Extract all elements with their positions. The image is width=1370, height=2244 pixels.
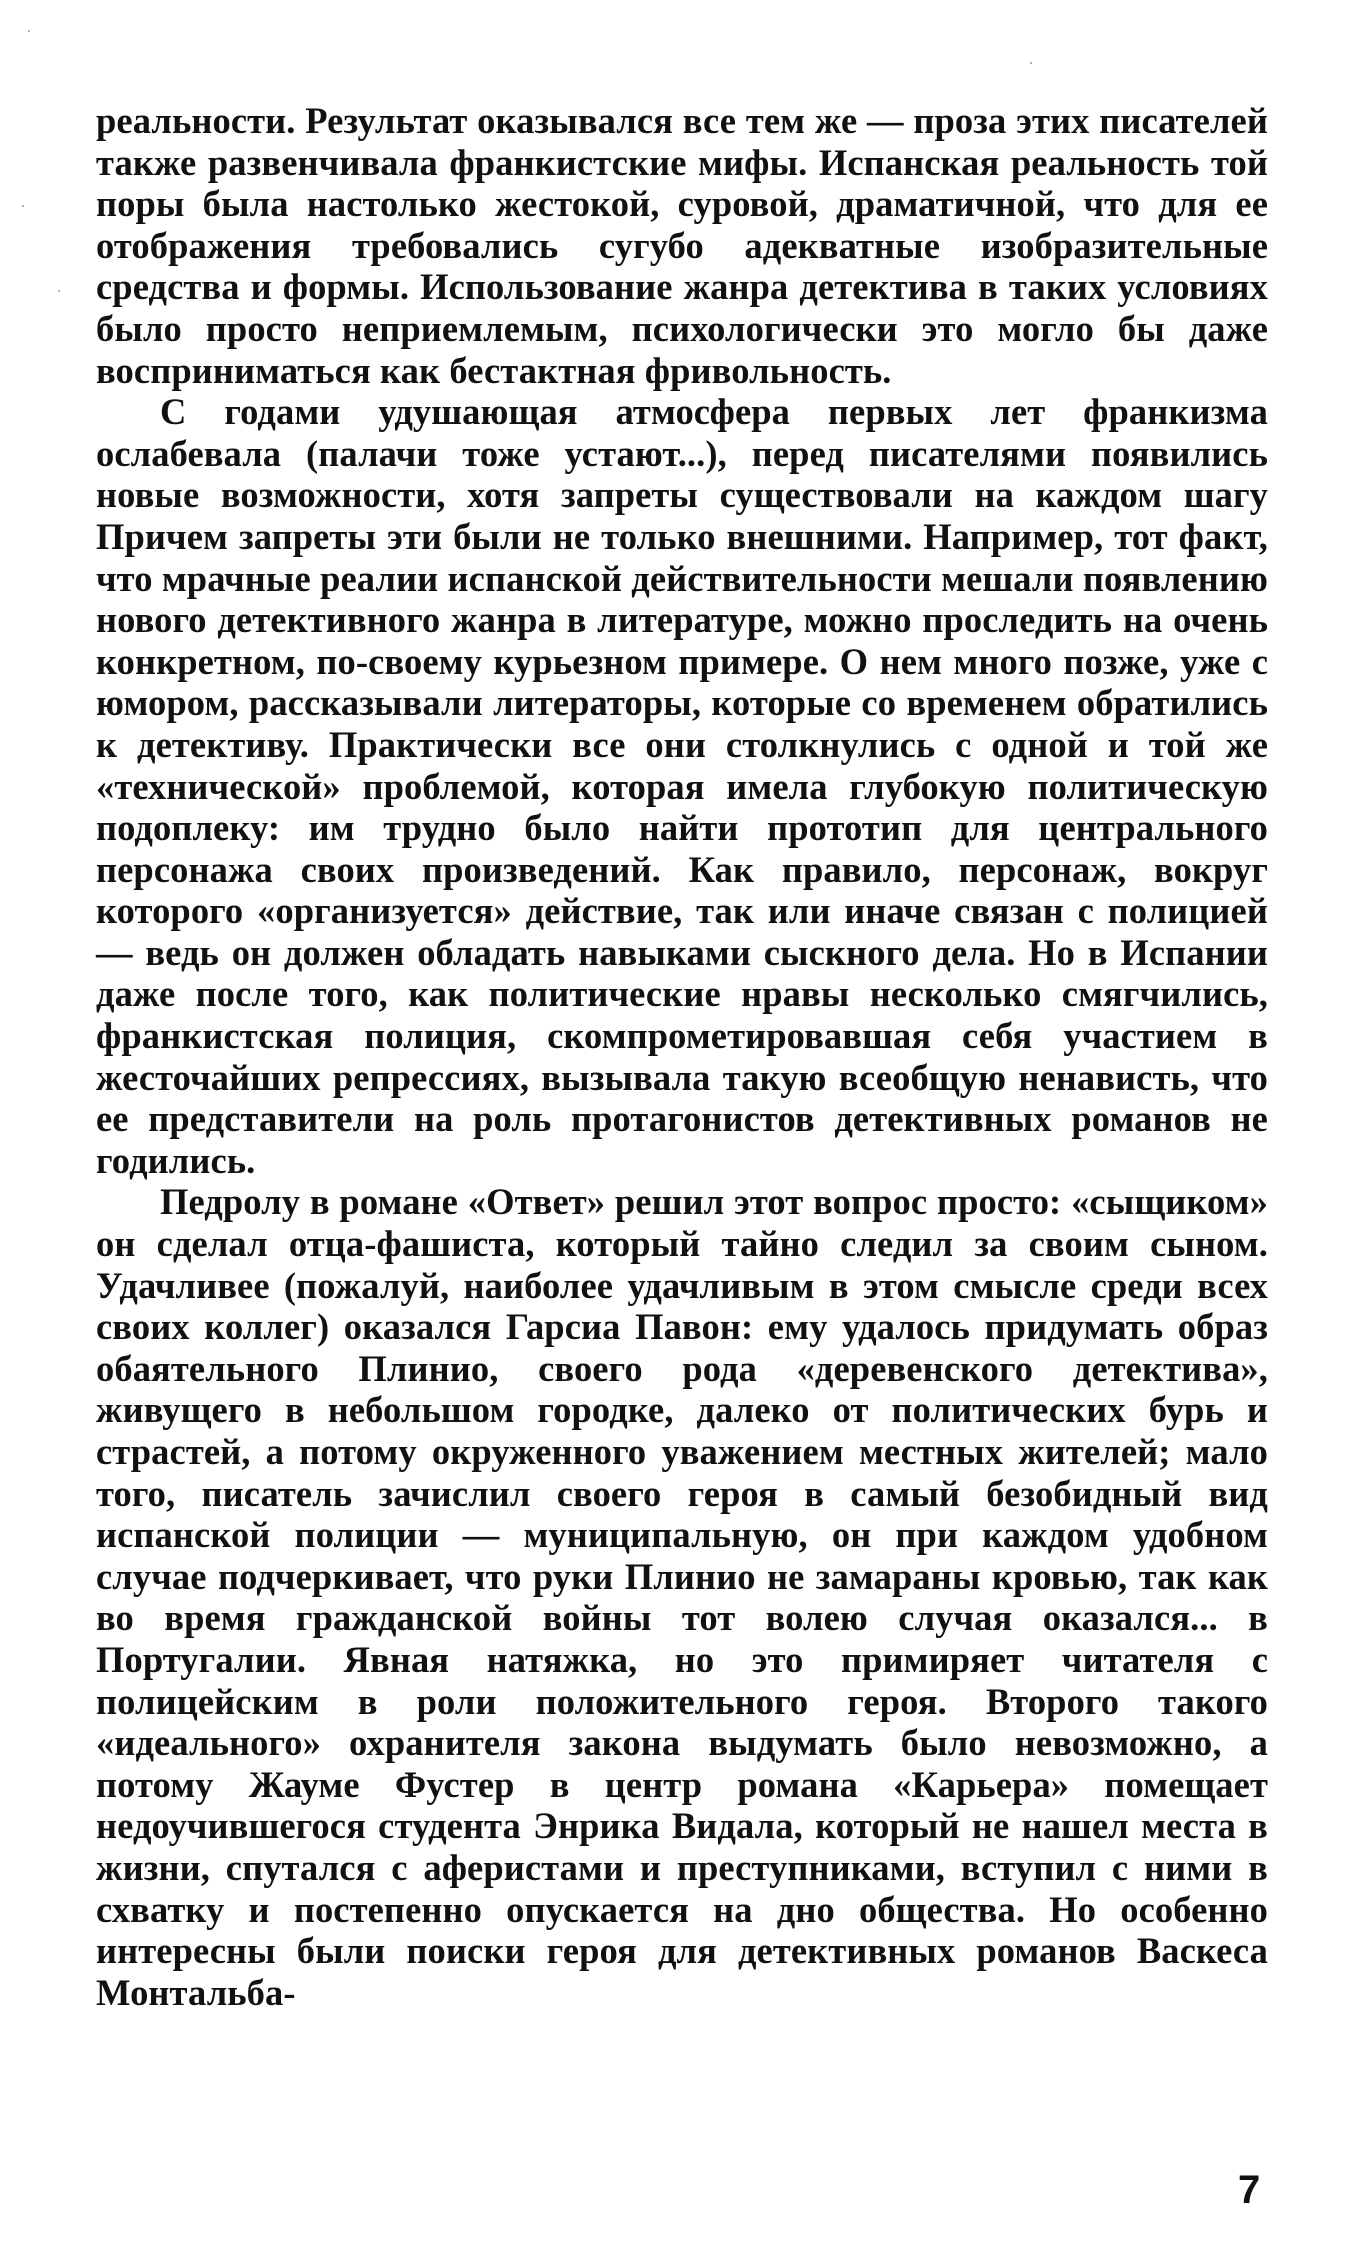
paragraph-2: С годами удушающая атмосфера первых лет франкизма ослабевала (палачи тоже устают...), перед писателями появились новые возможности, хотя запреты существовали на каждом шагу Причем запреты эти были не только внешними. Например, тот факт, что мрачные реалии испанской действительности мешали появлению нового детективного жанра в литературе, можно проследить на очень конкретном, по-своему курьезном примере. О нем много позже, уже с юмором, рассказывали литераторы, которые со временем обратились к детективу. Практически все они столкнулись с одной и той же «технической» проблемой, которая имела глубокую политическую подоплеку: им трудно было найти прототип для центрального персонажа своих произведений. Как правило, персонаж, вокруг которого «организуется» действие, так или иначе связан с полицией — ведь он должен обладать навыками сыскного дела. Но в Испании даже после того, как политические нравы несколько смягчились, франкистская полиция, скомпрометировавшая себя участием в жесточайших репрессиях, вызывала такую всеобщую ненависть, что ее представители на роль протагонистов детективных романов не годились. — [96, 391, 1268, 1181]
paragraph-3: Педролу в романе «Ответ» решил этот вопрос просто: «сыщиком» он сделал отца-фашиста, который тайно следил за своим сыном. Удачливее (пожалуй, наиболее удачливым в этом смысле среди всех своих коллег) оказался Гарсиа Павон: ему удалось придумать образ обаятельного Плинио, своего рода «деревенского детектива», живущего в небольшом городке, далеко от политических бурь и страстей, а потому окруженного уважением местных жителей; мало того, писатель зачислил своего героя в самый безобидный вид испанской полиции — муниципальную, он при каждом удобном случае подчеркивает, что руки Плинио не замараны кровью, так как во время гражданской войны тот волею случая оказался... в Португалии. Явная натяжка, но это примиряет читателя с полицейским в роли положительного героя. Второго такого «идеального» охранителя закона выдумать было невозможно, а потому Жауме Фустер в центр романа «Карьера» помещает недоучившегося студента Энрика Видала, который не нашел места в жизни, спутался с аферистами и преступниками, вступил с ними в схватку и постепенно опускается на дно общества. Но особенно интересны были поиски героя для детективных романов Васкеса Монтальба- — [96, 1181, 1268, 2013]
scan-speck — [1030, 62, 1032, 64]
scan-speck — [28, 30, 30, 32]
page-number: 7 — [1238, 2168, 1261, 2212]
scan-speck — [58, 290, 60, 292]
page-body — [96, 100, 1268, 2013]
scan-speck — [22, 205, 24, 207]
paragraph-1: реальности. Результат оказывался все тем же — проза этих писателей также развенчивала франкистские мифы. Испанская реальность той поры была настолько жестокой, суровой, драматичной, что для ее отображения требовались сугубо адекватные изобразительные средства и формы. Использование жанра детектива в таких условиях было просто неприемлемым, психологически это могло бы даже восприниматься как бестактная фривольность. — [96, 100, 1268, 391]
